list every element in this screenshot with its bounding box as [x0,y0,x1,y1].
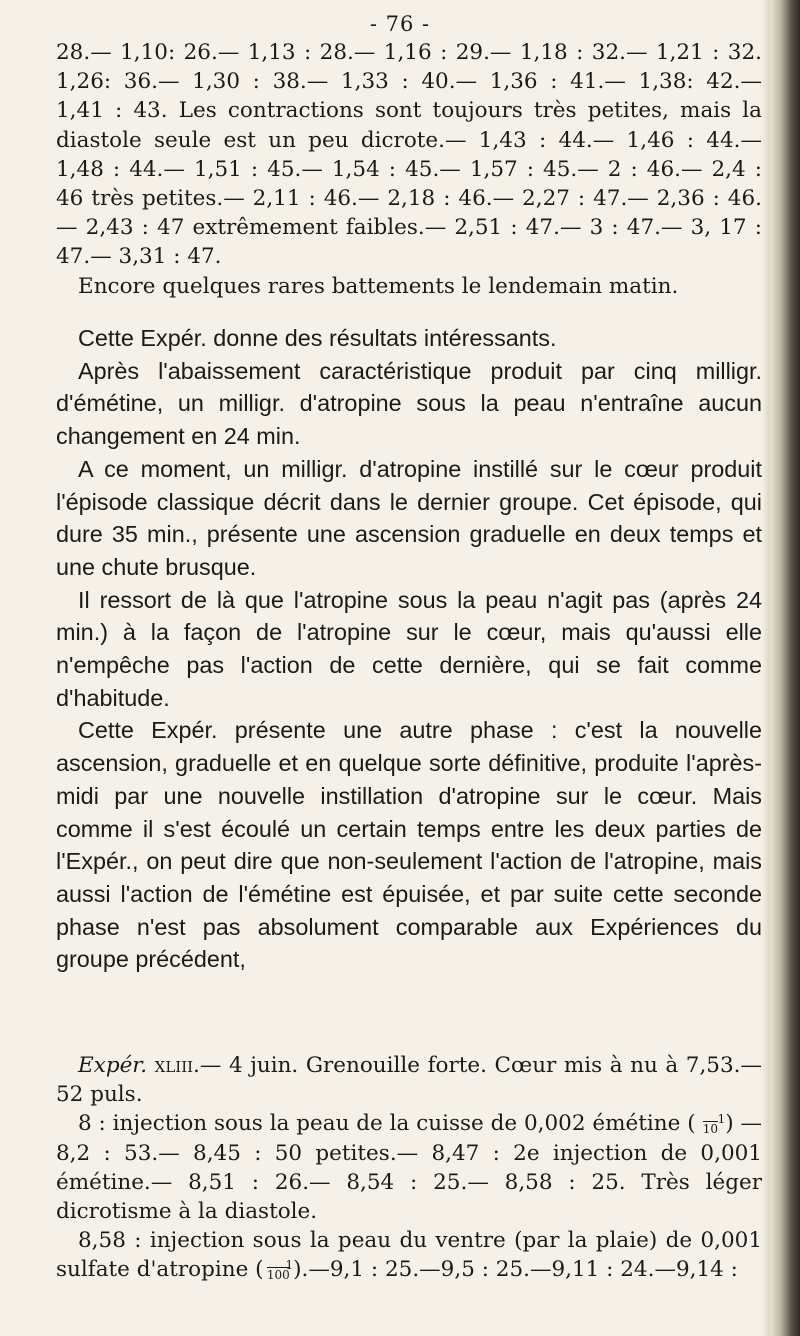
measurement-line: 1,26: 36.— 1,30 : 38.— 1,33 : 40.— 1,36 : 41.— 1,38: 42.— [56,69,762,95]
measurement-line: 46 très petites.— 2,11 : 46.— 2,18 : 46.— 2,27 : 47.— 2,36 : 46. [56,186,762,212]
step-1-text-b: ) — 8,2 : 53.— 8,45 : 50 petites.— 8,47 : 2e injection de 0,001 émétine.— 8,51 : 26.— 8,54 : 25.— 8,58 : 25. Très léger dicrotisme à la diastole. [56,1111,762,1225]
measurement-line: 1,41 : 43. Les contractions sont toujours très petites, mais la [56,98,762,124]
page-shadow [762,0,770,1336]
fraction-2 [264,1258,294,1283]
fraction-1-numerator: 1 [717,1112,726,1127]
measurement-line: 47.— 3,31 : 47. [56,244,222,270]
fraction-2-numerator: 1 [285,1258,294,1273]
fraction-1 [696,1112,726,1137]
experiment-record [56,1051,762,1285]
experiment-step-2 [56,1226,762,1284]
page-number: - 76 - [369,12,431,36]
book-edge [770,0,800,1336]
experiment-header [56,1051,762,1109]
experiment-label: Expér. [78,1053,148,1078]
measurement-line: 28.— 1,10: 26.— 1,13 : 28.— 1,16 : 29.— 1,18 : 32.— 1,21 : 32. [56,40,762,65]
paragraph-2: Après l'abaissement caractéristique produit par cinq milligr. d'émétine, un milligr. d'atropine sous la peau n'entraîne aucun changement en 24 min. [56,357,762,450]
measurement-block [56,38,762,301]
body-text [56,322,762,976]
paragraph-4: Il ressort de là que l'atropine sous la peau n'agit pas (après 24 min.) à la façon de l'atropine sur le cœur, mais qu'aussi elle n'empêche pas l'action de cette dernière, qui se fait comme d'habitude. [56,586,762,711]
step-2-text-b: ).—9,1 : 25.—9,5 : 25.—9,11 : 24.—9,14 : [293,1257,738,1283]
measurement-line: 1,48 : 44.— 1,51 : 45.— 1,54 : 45.— 1,57 : 45.— 2 : 46.— 2,4 : [56,156,762,182]
fraction-2-denominator: 100 [266,1268,290,1283]
step-1-text-a: 8 : injection sous la peau de la cuisse de 0,002 émétine ( [78,1111,696,1137]
measurement-line: diastole seule est un peu dicrote.— 1,43 : 44.— 1,46 : 44.— [56,127,762,153]
experiment-step-1 [56,1109,762,1226]
experiment-number: xliii. [154,1053,200,1078]
paragraph-1: Cette Expér. donne des résultats intéressants. [78,325,557,351]
closing-sentence: Encore quelques rares battements le lendemain matin. [78,273,679,299]
fraction-1-denominator: 10 [702,1122,719,1137]
experiment-header-text: — 4 juin. Grenouille forte. Cœur mis à nu à 7,53.— 52 puls. [56,1053,762,1108]
paragraph-3: A ce moment, un milligr. d'atropine instillé sur le cœur produit l'épisode classique décrit dans le dernier groupe. Cet épisode, qui dure 35 min., présente une ascension graduelle en deux temps et une chute brusque. [56,455,762,580]
measurement-line: — 2,43 : 47 extrêmement faibles.— 2,51 : 47.— 3 : 47.— 3, 17 : [56,215,762,241]
paragraph-5: Cette Expér. présente une autre phase : c'est la nouvelle ascension, graduelle et en quelque sorte définitive, produite l'après-midi par une nouvelle instillation d'atropine sur le cœur. Mais comme il s'est écoulé un certain temps entre les deux parties de l'Expér., on peut dire que non-seulement l'action de l'atropine, mais aussi l'action de l'émétine est épuisée, et par suite cette seconde phase n'est pas absolument comparable aux Expériences du groupe précédent, [56,717,762,973]
step-2-text-a: 8,58 : injection sous la peau du ventre (par la plaie) de 0,001 sulfate d'atropine ( [56,1228,762,1283]
